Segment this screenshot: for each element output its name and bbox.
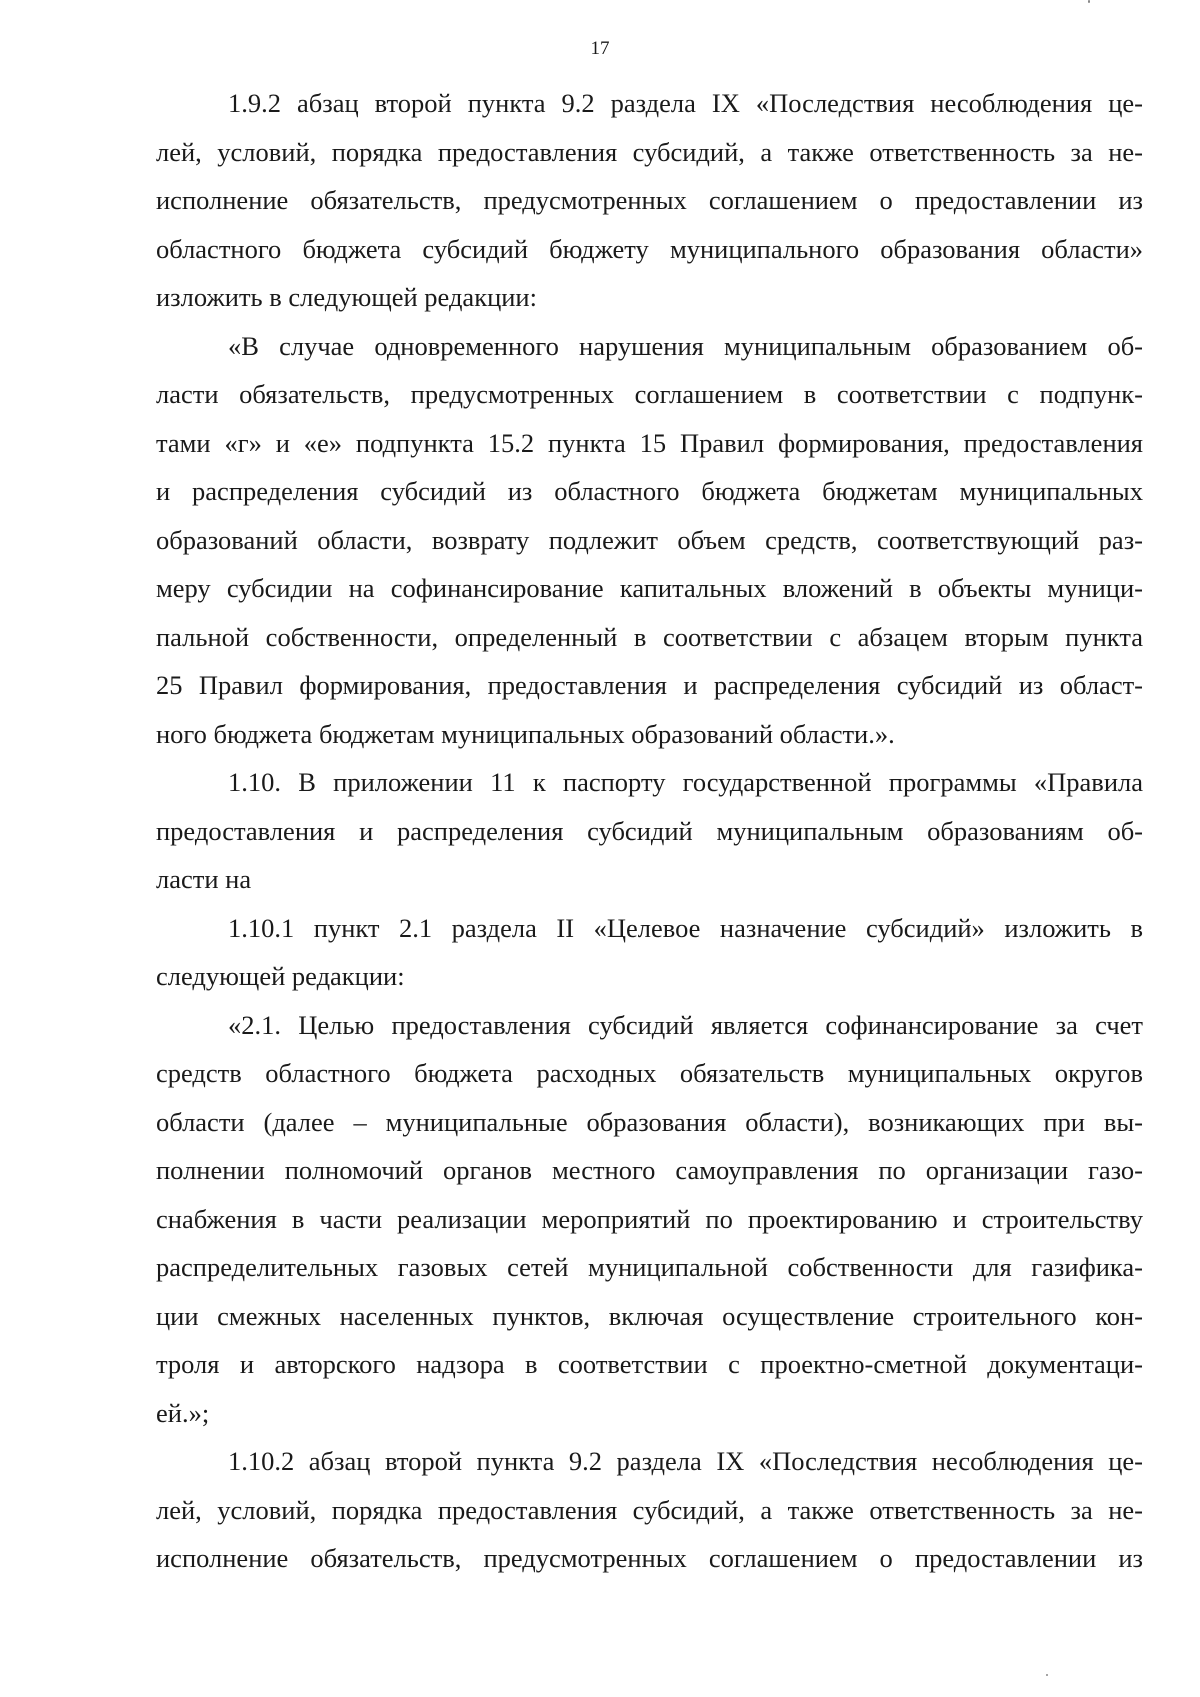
paragraph-quote-violation xyxy=(156,322,1143,759)
text-line: областного бюджета субсидий бюджету муниципального образования области» xyxy=(156,233,1143,264)
text-line: 1.9.2 абзац второй пункта 9.2 раздела IX «Последствия несоблюдения це- xyxy=(228,88,1143,118)
text-line: снабжения в части реализации мероприятий по проектированию и строительству xyxy=(156,1203,1143,1234)
scan-artifact-dot xyxy=(1088,0,1090,3)
text-line: исполнение обязательств, предусмотренных соглашением о предоставлении из xyxy=(156,185,1143,215)
scan-artifact-dot xyxy=(1046,1674,1048,1676)
text-line: 1.10.2 абзац второй пункта 9.2 раздела IX «Последствия несоблюдения це- xyxy=(228,1446,1143,1476)
text-line: тами «г» и «е» подпункта 15.2 пункта 15 Правил формирования, предоставления xyxy=(156,427,1143,458)
text-line: пальной собственности, определенный в соответствии с абзацем вторым пункта xyxy=(156,621,1143,652)
text-line: изложить в следующей редакции: xyxy=(156,282,537,312)
paragraph-1-9-2 xyxy=(156,79,1143,322)
text-line: лей, условий, порядка предоставления субсидий, а также ответственность за не- xyxy=(156,136,1143,167)
text-line: ции смежных населенных пунктов, включая осуществление строительного кон- xyxy=(156,1300,1143,1331)
text-line: 1.10. В приложении 11 к паспорту государственной программы «Правила xyxy=(228,767,1143,797)
text-line: средств областного бюджета расходных обязательств муниципальных округов xyxy=(156,1058,1143,1088)
text-line: и распределения субсидий из областного бюджета бюджетам муниципальных xyxy=(156,476,1143,506)
text-line: «2.1. Целью предоставления субсидий является софинансирование за счет xyxy=(228,1009,1143,1040)
text-line: исполнение обязательств, предусмотренных соглашением о предоставлении из xyxy=(156,1543,1143,1573)
text-line: ласти на xyxy=(156,864,252,894)
text-line: области (далее – муниципальные образования области), возникающих при вы- xyxy=(156,1106,1143,1137)
text-line: следующей редакции: xyxy=(156,961,405,991)
document-body xyxy=(156,79,1143,1583)
text-line: полнении полномочий органов местного самоуправления по организации газо- xyxy=(156,1155,1143,1185)
text-line: распределительных газовых сетей муниципальной собственности для газифика- xyxy=(156,1252,1143,1282)
text-line: троля и авторского надзора в соответствии с проектно-сметной документаци- xyxy=(156,1349,1143,1379)
text-line: меру субсидии на софинансирование капитальных вложений в объекты муници- xyxy=(156,573,1143,603)
page-number: 17 xyxy=(590,38,610,59)
text-line: предоставления и распределения субсидий муниципальным образованиям об- xyxy=(156,815,1143,846)
text-line: 25 Правил формирования, предоставления и распределения субсидий из област- xyxy=(156,670,1143,700)
text-line: образований области, возврату подлежит объем средств, соответствующий раз- xyxy=(156,524,1143,555)
paragraph-1-10 xyxy=(156,758,1143,904)
text-line: «В случае одновременного нарушения муниципальным образованием об- xyxy=(228,330,1143,361)
text-line: ласти обязательств, предусмотренных соглашением в соответствии с подпунк- xyxy=(156,379,1143,409)
text-line: ей.»; xyxy=(156,1397,210,1428)
paragraph-1-10-1 xyxy=(156,904,1143,1001)
paragraph-1-10-2 xyxy=(156,1437,1143,1583)
text-line: 1.10.1 пункт 2.1 раздела II «Целевое назначение субсидий» изложить в xyxy=(228,912,1143,943)
text-line: ного бюджета бюджетам муниципальных образований области.». xyxy=(156,718,895,749)
text-line: лей, условий, порядка предоставления субсидий, а также ответственность за не- xyxy=(156,1494,1143,1525)
paragraph-quote-2-1 xyxy=(156,1001,1143,1438)
